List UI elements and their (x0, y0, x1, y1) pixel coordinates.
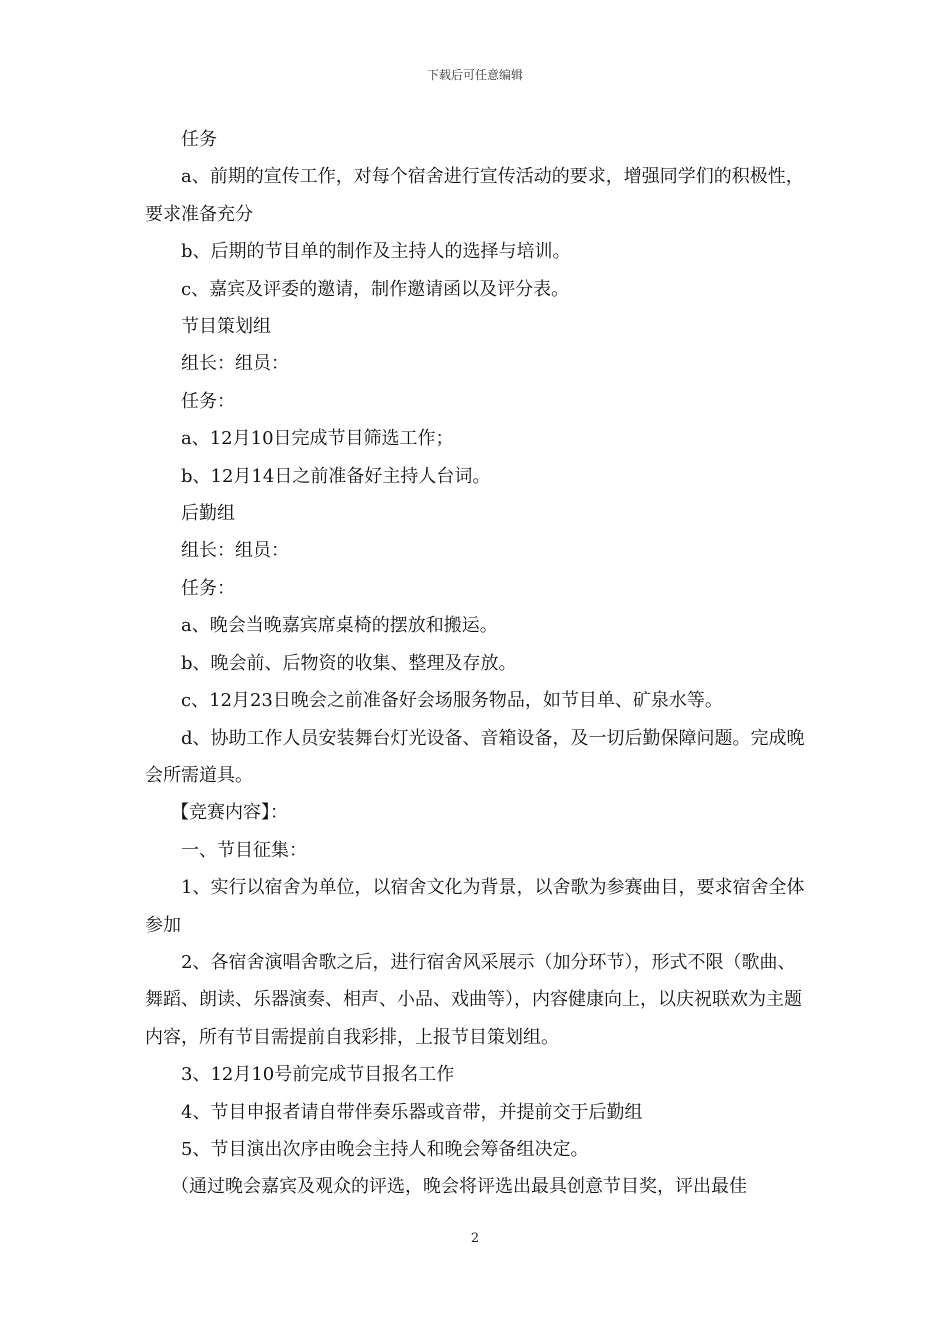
paragraph-logistics-group: 后勤组 (181, 503, 235, 525)
paragraph-competition-content-heading: 【竞赛内容】： (171, 802, 288, 824)
paragraph-collection-item-5: 5、节目演出次序由晚会主持人和晚会筹备组决定。 (181, 1138, 589, 1160)
paragraph-logistics-task-c: c、12月23日晚会之前准备好会场服务物品，如节目单、矿泉水等。 (181, 690, 723, 712)
paragraph-logistics-group-members: 组长：组员： (181, 540, 289, 562)
paragraph-program-collection-heading: 一、节目征集： (181, 839, 307, 861)
paragraph-task-b: b、后期的节目单的制作及主持人的选择与培训。 (181, 241, 571, 263)
paragraph-task-c: c、嘉宾及评委的邀请，制作邀请函以及评分表。 (181, 278, 570, 300)
header-note: 下载后可任意编辑 (426, 68, 523, 82)
paragraph-collection-item-4: 4、节目申报者请自带伴奏乐器或音带，并提前交于后勤组 (181, 1101, 643, 1123)
paragraph-program-planning-group: 节目策划组 (181, 316, 271, 338)
paragraph-program-task-b: b、12月14日之前准备好主持人台词。 (181, 465, 491, 487)
paragraph-program-task-a: a、12月10日完成节目筛选工作； (181, 428, 454, 450)
paragraph-task-heading: 任务 (181, 129, 217, 150)
paragraph-logistics-task-d: d、协助工作人员安装舞台灯光设备、音箱设备，及一切后勤保障问题。完成晚会所需道具。 (145, 727, 805, 786)
document-body (145, 121, 808, 1206)
paragraph-logistics-task-b: b、晚会前、后物资的收集、整理及存放。 (181, 652, 517, 674)
paragraph-task-a: a、前期的宣传工作，对每个宿舍进行宣传活动的要求，增强同学们的积极性，要求准备充分 (145, 166, 804, 225)
paragraph-collection-item-1: 1、实行以宿舍为单位，以宿舍文化为背景，以舍歌为参赛曲目，要求宿舍全体参加 (145, 877, 805, 936)
paragraph-collection-item-2: 2、各宿舍演唱舍歌之后，进行宿舍风采展示（加分环节），形式不限（歌曲、舞蹈、朗读、乐器演奏、相声、小品、戏曲等），内容健康向上，以庆祝联欢为主题内容，所有节目需提前自我彩排，上报节目策划组。 (145, 951, 802, 1048)
paragraph-program-task-heading: 任务： (181, 390, 235, 412)
paragraph-collection-item-3: 3、12月10号前完成节目报名工作 (181, 1064, 455, 1086)
paragraph-logistics-task-a: a、晚会当晚嘉宾席桌椅的摆放和搬运。 (181, 615, 498, 637)
page-number: 2 (470, 1231, 480, 1246)
paragraph-program-group-members: 组长：组员： (181, 353, 289, 375)
paragraph-logistics-task-heading: 任务： (181, 577, 235, 599)
paragraph-award-note: （通过晚会嘉宾及观众的评选，晚会将评选出最具创意节目奖，评出最佳 (171, 1176, 747, 1198)
